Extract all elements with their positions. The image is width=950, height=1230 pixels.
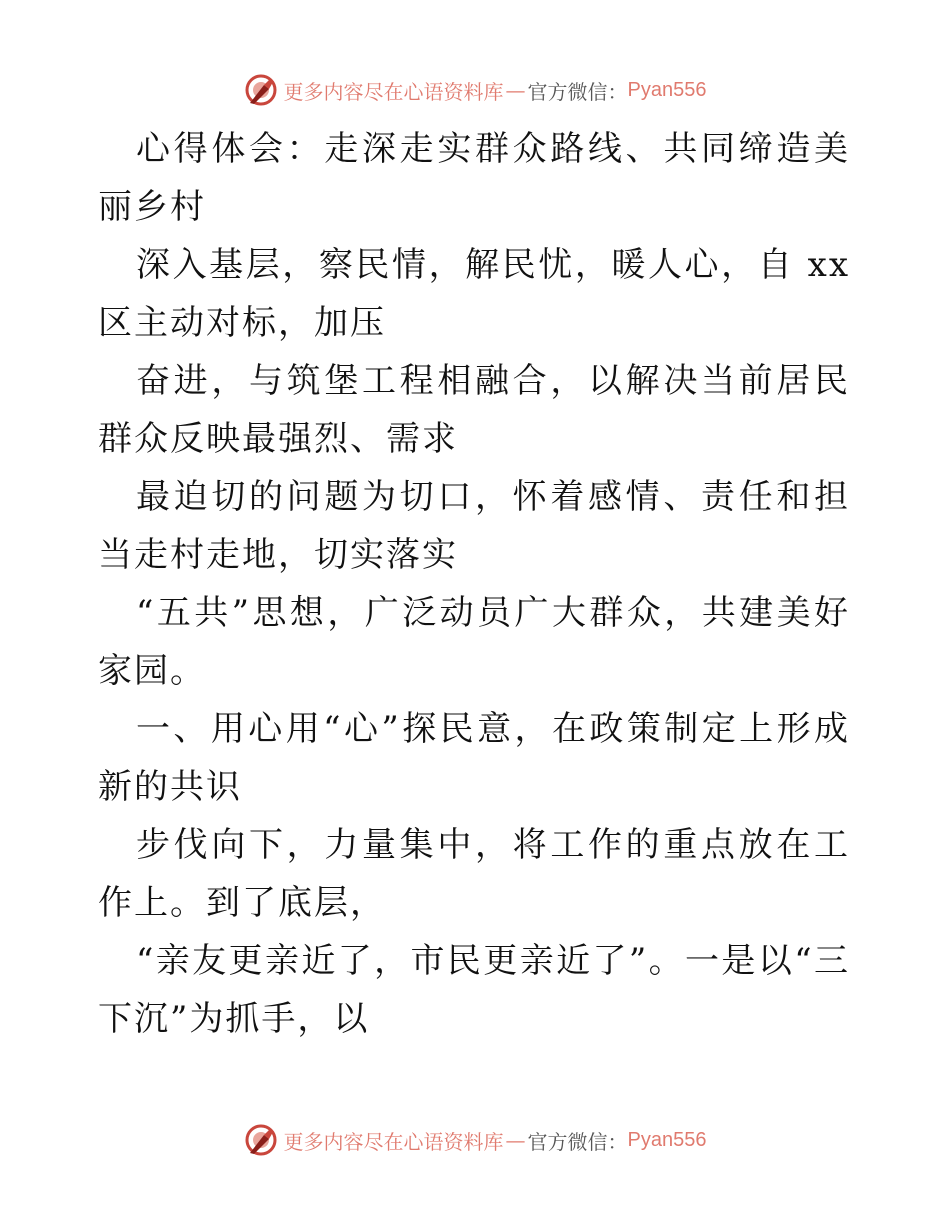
document-title: 心得体会：走深走实群众路线、共同缔造美丽乡村 [98,129,850,227]
paragraph: “五共”思想，广泛动员广大群众，共建美好家园。 [98,593,850,691]
paragraph: 深入基层，察民情，解民忧，暖人心，自 xx 区主动对标，加压 [98,245,850,343]
site-name: 更多内容尽在心语资料库 [283,1129,504,1154]
wechat-id: Pyan556 [627,78,707,101]
wechat-label: 官方微信： [527,1129,628,1154]
banner-separator: — [505,1128,526,1152]
paragraph: “亲友更亲近了，市民更亲近了”。一是以“三下沉”为抓手，以 [98,941,850,1039]
banner-separator: — [505,78,526,102]
footer-banner [0,1120,950,1160]
paragraph: 奋进，与筑堡工程相融合，以解决当前居民群众反映最强烈、需求 [98,361,850,459]
site-name: 更多内容尽在心语资料库 [283,79,504,104]
pen-logo-icon [244,73,278,107]
paragraph: 步伐向下，力量集中，将工作的重点放在工作上。到了底层， [98,825,850,923]
pen-logo-icon [244,1123,278,1157]
header-banner [0,70,950,110]
section-heading: 一、用心用“心”探民意，在政策制定上形成新的共识 [98,709,850,807]
wechat-id: Pyan556 [627,1128,707,1151]
wechat-label: 官方微信： [527,79,628,104]
document-body [98,120,850,1048]
paragraph: 最迫切的问题为切口，怀着感情、责任和担当走村走地，切实落实 [98,477,850,575]
